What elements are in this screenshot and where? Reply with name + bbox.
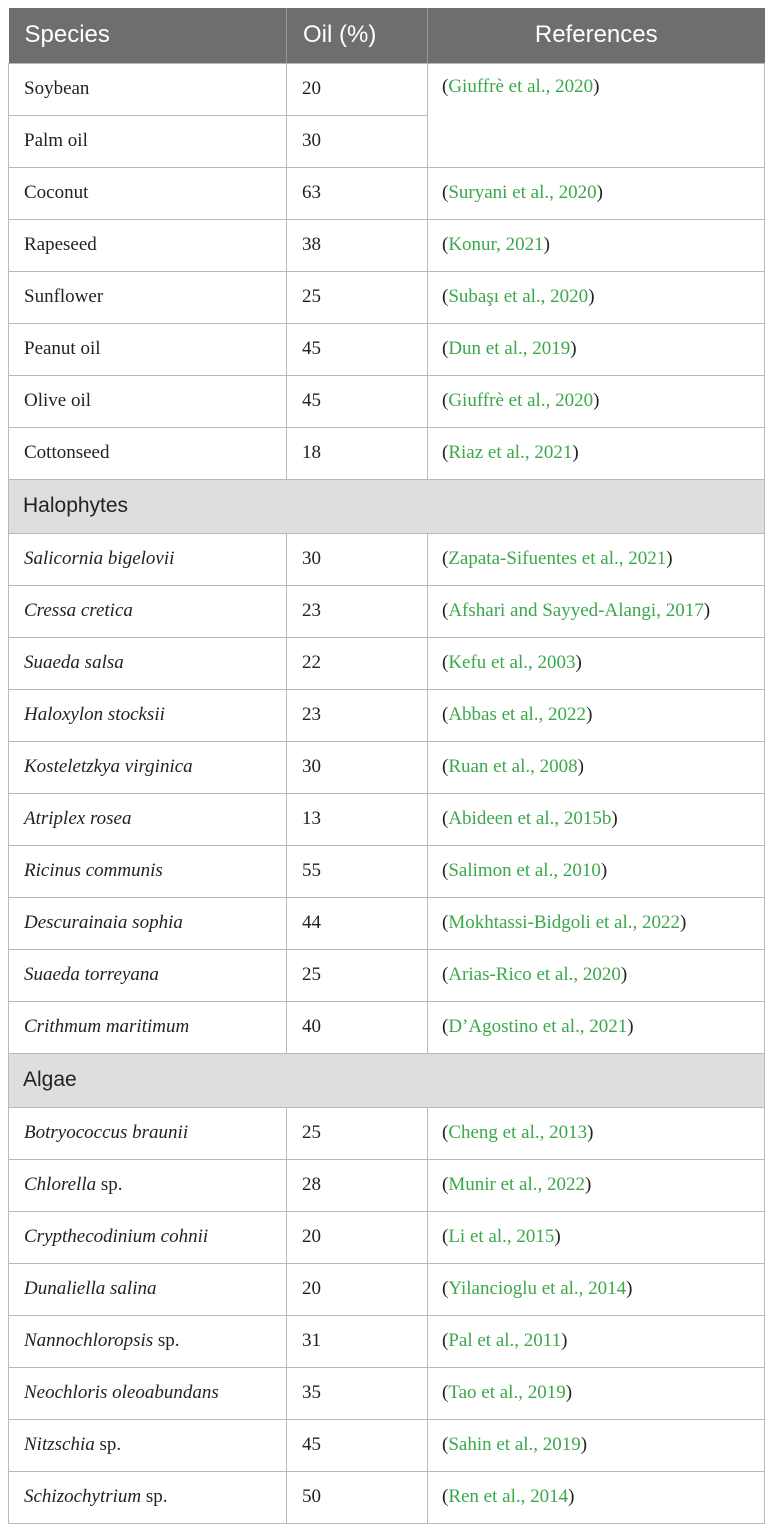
species-cell: Rapeseed	[9, 219, 287, 271]
oil-content-table	[8, 8, 765, 1524]
reference-link[interactable]: Salimon et al., 2010	[448, 860, 601, 881]
reference-cell: (Konur, 2021)	[428, 219, 765, 271]
species-cell: Ricinus communis	[9, 845, 287, 897]
species-cell: Cottonseed	[9, 427, 287, 479]
oil-cell: 20	[287, 1263, 428, 1315]
table-row	[9, 637, 765, 689]
species-suffix: sp.	[94, 1434, 122, 1455]
table-row	[9, 897, 765, 949]
oil-cell: 30	[287, 741, 428, 793]
oil-cell: 40	[287, 1001, 428, 1053]
header-oil: Oil (%)	[287, 8, 428, 63]
species-cell: Kosteletzkya virginica	[9, 741, 287, 793]
reference-link[interactable]: Tao et al., 2019	[448, 1382, 566, 1403]
reference-cell: (Dun et al., 2019)	[428, 323, 765, 375]
species-cell: Peanut oil	[9, 323, 287, 375]
species-cell: Coconut	[9, 167, 287, 219]
section-title: Algae	[9, 1053, 765, 1107]
table-row	[9, 1471, 765, 1523]
reference-link[interactable]: Ren et al., 2014	[448, 1486, 569, 1507]
reference-link[interactable]: D’Agostino et al., 2021	[448, 1016, 628, 1037]
oil-cell: 31	[287, 1315, 428, 1367]
table-row	[9, 427, 765, 479]
reference-cell: (Abideen et al., 2015b)	[428, 793, 765, 845]
oil-cell: 25	[287, 1107, 428, 1159]
header-species: Species	[9, 8, 287, 63]
reference-link[interactable]: Riaz et al., 2021	[448, 442, 573, 463]
reference-cell: (Arias-Rico et al., 2020)	[428, 949, 765, 1001]
species-cell	[9, 1419, 287, 1471]
table-row	[9, 1419, 765, 1471]
reference-cell: (Abbas et al., 2022)	[428, 689, 765, 741]
reference-cell: (Giuffrè et al., 2020)	[428, 63, 765, 167]
reference-link[interactable]: Subaşı et al., 2020	[448, 286, 589, 307]
species-suffix: sp.	[96, 1174, 123, 1195]
table-row	[9, 533, 765, 585]
table-row	[9, 1001, 765, 1053]
reference-link[interactable]: Dun et al., 2019	[448, 338, 571, 359]
reference-link[interactable]: Abbas et al., 2022	[448, 704, 587, 725]
oil-cell: 18	[287, 427, 428, 479]
reference-link[interactable]: Suryani et al., 2020	[448, 182, 597, 203]
reference-link[interactable]: Ruan et al., 2008	[448, 756, 578, 777]
reference-link[interactable]: Konur, 2021	[448, 234, 544, 255]
oil-cell: 45	[287, 375, 428, 427]
oil-cell: 44	[287, 897, 428, 949]
section-header-algae	[9, 1053, 765, 1107]
reference-cell: (Mokhtassi-Bidgoli et al., 2022)	[428, 897, 765, 949]
table-row	[9, 375, 765, 427]
species-cell: Descurainaia sophia	[9, 897, 287, 949]
table-row	[9, 689, 765, 741]
table-row	[9, 219, 765, 271]
reference-link[interactable]: Li et al., 2015	[448, 1226, 555, 1247]
reference-link[interactable]: Abideen et al., 2015b	[448, 808, 612, 829]
species-suffix: sp.	[141, 1486, 168, 1507]
reference-cell: (Subaşı et al., 2020)	[428, 271, 765, 323]
reference-link[interactable]: Mokhtassi-Bidgoli et al., 2022	[448, 912, 681, 933]
reference-link[interactable]: Yilancioglu et al., 2014	[448, 1278, 627, 1299]
table-row	[9, 1211, 765, 1263]
reference-cell: (Ren et al., 2014)	[428, 1471, 765, 1523]
reference-link[interactable]: Arias-Rico et al., 2020	[448, 964, 621, 985]
species-cell	[9, 1315, 287, 1367]
reference-cell: (Li et al., 2015)	[428, 1211, 765, 1263]
reference-cell: (Kefu et al., 2003)	[428, 637, 765, 689]
table-row	[9, 167, 765, 219]
table-row	[9, 949, 765, 1001]
species-cell: Botryococcus braunii	[9, 1107, 287, 1159]
oil-cell: 20	[287, 63, 428, 115]
species-cell: Palm oil	[9, 115, 287, 167]
table-row	[9, 323, 765, 375]
table-row	[9, 1315, 765, 1367]
oil-cell: 55	[287, 845, 428, 897]
section-header-halophytes	[9, 479, 765, 533]
reference-cell: (Munir et al., 2022)	[428, 1159, 765, 1211]
oil-cell: 63	[287, 167, 428, 219]
table-row	[9, 1263, 765, 1315]
reference-cell: (Zapata-Sifuentes et al., 2021)	[428, 533, 765, 585]
table-row	[9, 1367, 765, 1419]
oil-cell: 22	[287, 637, 428, 689]
reference-cell: (Riaz et al., 2021)	[428, 427, 765, 479]
oil-cell: 45	[287, 1419, 428, 1471]
reference-cell: (Yilancioglu et al., 2014)	[428, 1263, 765, 1315]
reference-cell: (Salimon et al., 2010)	[428, 845, 765, 897]
species-cell: Suaeda salsa	[9, 637, 287, 689]
oil-cell: 30	[287, 115, 428, 167]
species-cell: Neochloris oleoabundans	[9, 1367, 287, 1419]
table-row	[9, 271, 765, 323]
species-cell: Sunflower	[9, 271, 287, 323]
reference-cell: (Sahin et al., 2019)	[428, 1419, 765, 1471]
species-cell: Haloxylon stocksii	[9, 689, 287, 741]
oil-cell: 35	[287, 1367, 428, 1419]
oil-cell: 13	[287, 793, 428, 845]
species-cell: Crithmum maritimum	[9, 1001, 287, 1053]
species-cell: Suaeda torreyana	[9, 949, 287, 1001]
table-row	[9, 585, 765, 637]
reference-link[interactable]: Zapata-Sifuentes et al., 2021	[448, 548, 667, 569]
header-references: References	[428, 8, 765, 63]
species-genus: Chlorella	[24, 1174, 97, 1195]
reference-cell: (Tao et al., 2019)	[428, 1367, 765, 1419]
oil-cell: 30	[287, 533, 428, 585]
oil-cell: 50	[287, 1471, 428, 1523]
species-genus: Schizochytrium	[24, 1486, 142, 1507]
table-row	[9, 1107, 765, 1159]
species-cell: Cressa cretica	[9, 585, 287, 637]
oil-cell: 38	[287, 219, 428, 271]
oil-cell: 25	[287, 949, 428, 1001]
oil-cell: 25	[287, 271, 428, 323]
reference-cell: (Afshari and Sayyed-Alangi, 2017)	[428, 585, 765, 637]
reference-link[interactable]: Sahin et al., 2019	[448, 1434, 581, 1455]
reference-link[interactable]: Cheng et al., 2013	[448, 1122, 588, 1143]
header-row	[9, 8, 765, 63]
reference-cell: (Suryani et al., 2020)	[428, 167, 765, 219]
species-cell: Dunaliella salina	[9, 1263, 287, 1315]
oil-cell: 45	[287, 323, 428, 375]
reference-cell: (Giuffrè et al., 2020)	[428, 375, 765, 427]
section-title: Halophytes	[9, 479, 765, 533]
reference-link[interactable]: Afshari and Sayyed-Alangi, 2017	[448, 600, 704, 621]
species-suffix: sp.	[153, 1330, 180, 1351]
table-row	[9, 741, 765, 793]
species-cell	[9, 1471, 287, 1523]
oil-cell: 20	[287, 1211, 428, 1263]
reference-link[interactable]: Munir et al., 2022	[448, 1174, 586, 1195]
species-cell: Olive oil	[9, 375, 287, 427]
species-cell: Atriplex rosea	[9, 793, 287, 845]
species-cell	[9, 1159, 287, 1211]
table-row	[9, 845, 765, 897]
species-cell: Salicornia bigelovii	[9, 533, 287, 585]
reference-cell: (Ruan et al., 2008)	[428, 741, 765, 793]
species-genus: Nitzschia	[24, 1434, 95, 1455]
oil-cell: 23	[287, 689, 428, 741]
reference-link[interactable]: Pal et al., 2011	[448, 1330, 562, 1351]
oil-cell: 28	[287, 1159, 428, 1211]
reference-link[interactable]: Giuffrè et al., 2020	[448, 390, 594, 411]
reference-cell: (Cheng et al., 2013)	[428, 1107, 765, 1159]
oil-cell: 23	[287, 585, 428, 637]
reference-cell: (Pal et al., 2011)	[428, 1315, 765, 1367]
table-row	[9, 793, 765, 845]
table-row	[9, 1159, 765, 1211]
reference-link[interactable]: Kefu et al., 2003	[448, 652, 576, 673]
table-row	[9, 63, 765, 115]
reference-cell: (D’Agostino et al., 2021)	[428, 1001, 765, 1053]
reference-link[interactable]: Giuffrè et al., 2020	[448, 75, 594, 97]
species-cell: Crypthecodinium cohnii	[9, 1211, 287, 1263]
species-genus: Nannochloropsis	[24, 1330, 154, 1351]
species-cell: Soybean	[9, 63, 287, 115]
